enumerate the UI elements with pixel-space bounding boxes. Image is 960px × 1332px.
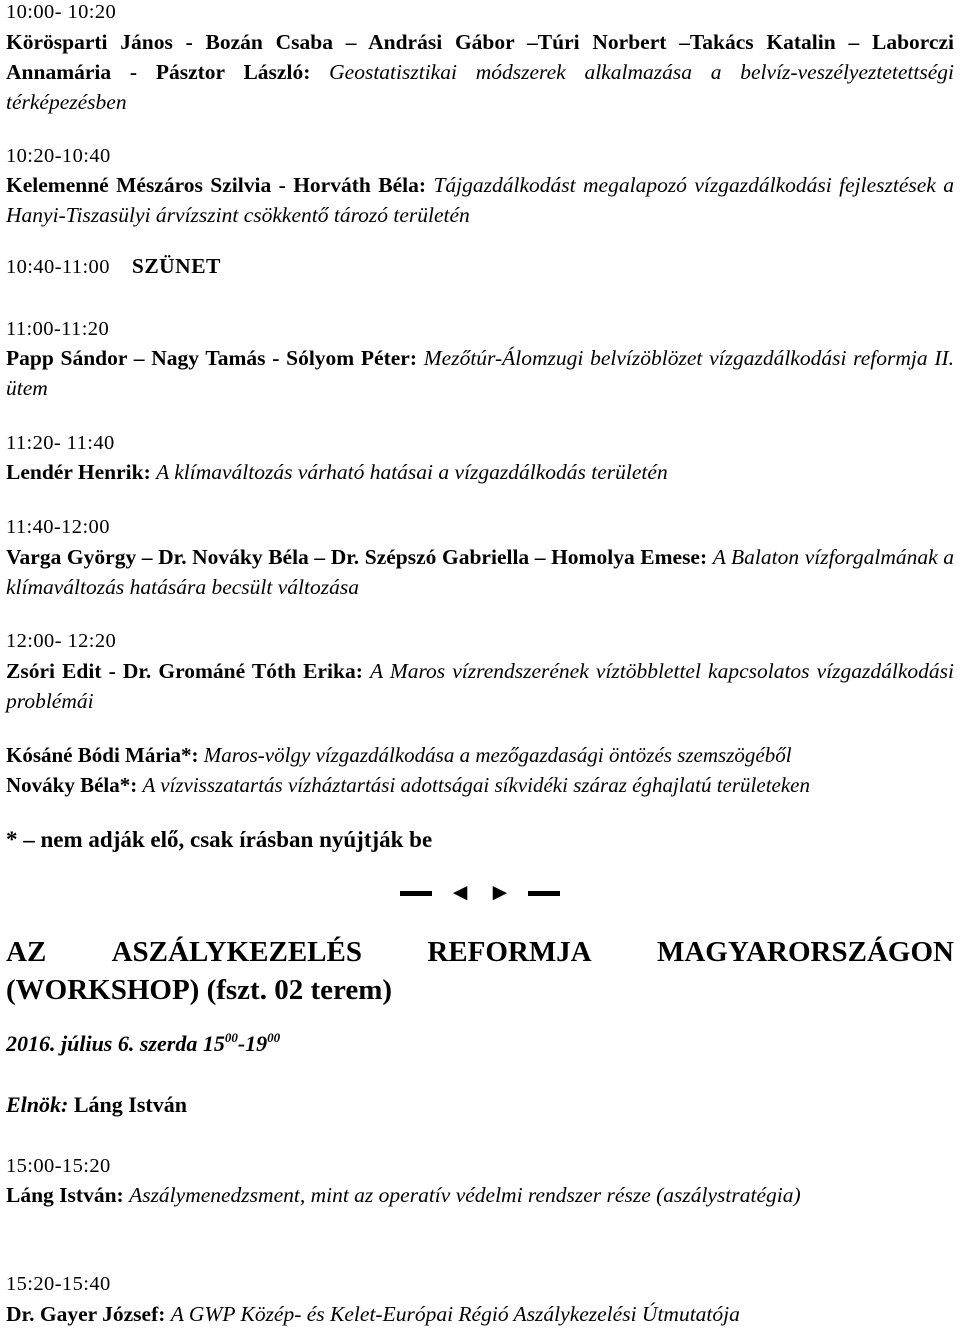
date-sup-start: 00: [224, 1030, 238, 1045]
workshop-heading-line-2: (WORKSHOP) (fszt. 02 terem): [6, 974, 393, 1006]
written-2-authors: Nováky Béla*:: [6, 773, 138, 797]
session-4-title: A klímaváltozás várható hatásai a vízgazdálkodás területén: [156, 460, 668, 484]
session-7-authors: Láng István:: [6, 1183, 124, 1207]
break-row: [6, 254, 954, 279]
session-3-title: Mezőtúr-Álomzugi belvízöblözet vízgazdálkodási reformja II. ütem: [6, 346, 955, 400]
session-5-entry: [6, 542, 954, 602]
session-2-entry: [6, 170, 954, 230]
session-7-entry: [6, 1180, 954, 1210]
session-7-time: 15:00-15:20: [6, 1155, 111, 1177]
session-6-time: 12:00- 12:20: [6, 630, 117, 652]
session-6-entry: [6, 656, 954, 716]
written-entry-1: [6, 740, 954, 770]
session-1-entry: [6, 27, 954, 117]
session-1-title: Geostatisztikai módszerek alkalmazása a belvíz-veszélyeztetettségi térképezésben: [6, 60, 954, 114]
chair-name: Láng István: [73, 1092, 187, 1117]
session-3-time: 11:00-11:20: [6, 318, 110, 340]
heading-word-1: AZ: [6, 936, 47, 968]
date-sup-end: 00: [267, 1030, 281, 1045]
session-8-time: 15:20-15:40: [6, 1273, 111, 1295]
session-6-title: A Maros vízrendszerének víztöbblettel kapcsolatos vízgazdálkodási problémái: [6, 659, 954, 713]
session-2-title: Tájgazdálkodást megalapozó vízgazdálkodási fejlesztések a Hanyi-Tiszasülyi árvízszint csökkentő tározó területén: [6, 173, 955, 227]
session-4-entry: [6, 457, 954, 487]
session-2-authors: Kelemenné Mészáros Szilvia - Horváth Béla:: [6, 173, 427, 197]
break-label: SZÜNET: [131, 254, 221, 278]
session-1-authors: Körösparti János - Bozán Csaba – Andrási Gábor –Túri Norbert –Takács Katalin – Laborczi Annamária - Pásztor László:: [6, 30, 954, 84]
session-3-authors: Papp Sándor – Nagy Tamás - Sólyom Péter:: [6, 346, 418, 370]
written-1-title: Maros-völgy vízgazdálkodása a mezőgazdasági öntözés szemszögéből: [203, 743, 792, 767]
session-7-title: Aszálymenedzsment, mint az operatív védelmi rendszer része (aszálystratégia): [129, 1183, 801, 1207]
session-3-entry: [6, 343, 954, 403]
written-entry-2: [6, 770, 954, 800]
session-8-title: A GWP Közép- és Kelet-Európai Régió Aszálykezelési Útmutatója: [170, 1302, 740, 1326]
session-8-entry: [6, 1299, 954, 1329]
session-2-time: 10:20-10:40: [6, 145, 111, 167]
session-1-time: 10:00- 10:20: [6, 1, 117, 23]
session-4-time: 11:20- 11:40: [6, 432, 115, 454]
heading-word-2: ASZÁLYKEZELÉS: [111, 936, 362, 968]
dash-right-icon: [528, 891, 560, 896]
chair-line: [6, 1092, 954, 1118]
dash-left-icon: [400, 891, 432, 896]
triangle-left-icon: ◄: [448, 879, 472, 906]
workshop-heading-line-1: [6, 933, 954, 971]
session-5-time: 11:40-12:00: [6, 516, 110, 538]
written-2-title: A vízvisszatartás vízháztartási adottságai síkvidéki száraz éghajlatú területeken: [142, 773, 810, 797]
session-4-authors: Lendér Henrik:: [6, 460, 151, 484]
chair-label: Elnök:: [6, 1092, 69, 1117]
session-5-authors: Varga György – Dr. Nováky Béla – Dr. Szépszó Gabriella – Homolya Emese:: [6, 545, 708, 569]
workshop-heading: [6, 933, 954, 1009]
session-5-title: A Balaton vízforgalmának a klímaváltozás hatására becsült változása: [6, 545, 954, 599]
workshop-date: [6, 1030, 954, 1057]
section-divider: [0, 876, 960, 907]
footnote: * – nem adják elő, csak írásban nyújtják be: [6, 827, 433, 852]
break-time: 10:40-11:00: [6, 256, 110, 278]
date-text: 2016. július 6. szerda 15: [6, 1031, 225, 1056]
session-8-authors: Dr. Gayer József:: [6, 1302, 166, 1326]
triangle-right-icon: ►: [488, 879, 512, 906]
written-1-authors: Kósáné Bódi Mária*:: [6, 743, 199, 767]
heading-word-4: MAGYARORSZÁGON: [656, 936, 954, 968]
date-mid: -19: [237, 1031, 268, 1056]
heading-word-3: REFORMJA: [427, 936, 592, 968]
session-6-authors: Zsóri Edit - Dr. Grománé Tóth Erika:: [6, 659, 363, 683]
